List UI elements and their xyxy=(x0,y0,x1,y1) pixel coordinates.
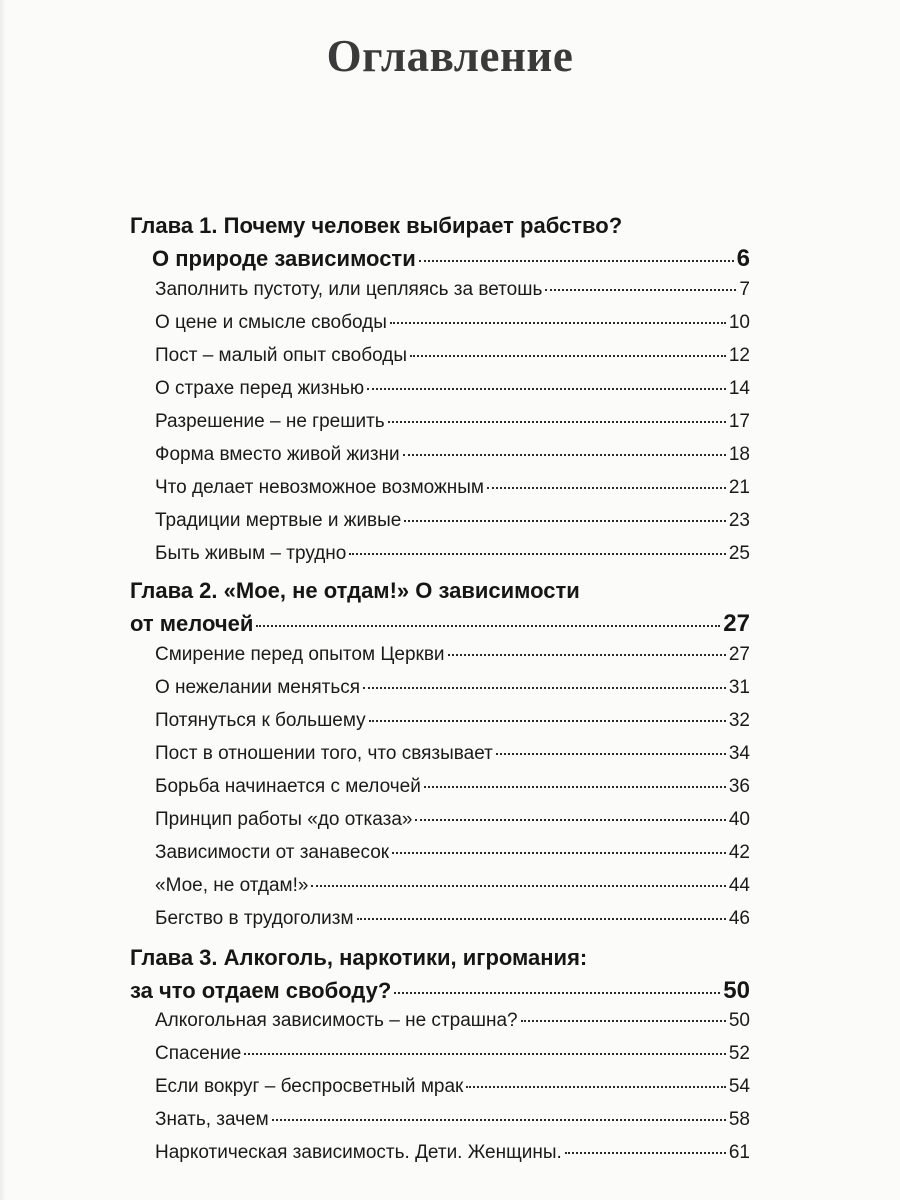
toc-entry-title: Наркотическая зависимость. Дети. Женщины. xyxy=(155,1142,562,1163)
toc-entry-page-number: 14 xyxy=(728,378,750,399)
chapter-3-heading-line2[interactable] xyxy=(130,977,750,1005)
toc-entry-page-number: 7 xyxy=(739,279,750,300)
toc-entry[interactable] xyxy=(155,677,750,699)
toc-entry[interactable] xyxy=(155,1043,750,1065)
toc-entry[interactable] xyxy=(155,743,750,765)
chapter-1-heading: Глава 1. Почему человек выбирает рабство? xyxy=(130,213,623,238)
dot-leader xyxy=(424,786,726,788)
chapter-3-heading: Глава 3. Алкоголь, наркотики, игромания: xyxy=(130,945,588,970)
toc-entry[interactable] xyxy=(155,1076,750,1098)
toc-entry-page-number: 40 xyxy=(728,809,750,830)
toc-entry-title: Заполнить пустоту, или цепляясь за ветошь xyxy=(155,279,543,300)
toc-entry-title: Бегство в трудоголизм xyxy=(155,908,354,929)
dot-leader xyxy=(390,322,726,324)
dot-leader xyxy=(419,260,734,262)
dot-leader xyxy=(410,355,726,357)
dot-leader xyxy=(521,1020,726,1022)
toc-entry-page-number: 46 xyxy=(728,908,750,929)
toc-entry[interactable] xyxy=(155,345,750,367)
toc-entry[interactable] xyxy=(155,842,750,864)
toc-entry-title: Принцип работы «до отказа» xyxy=(155,809,413,830)
toc-entry[interactable] xyxy=(155,1010,750,1032)
toc-entry[interactable] xyxy=(155,809,750,831)
dot-leader xyxy=(392,852,726,854)
toc-entry[interactable] xyxy=(155,411,750,433)
dot-leader xyxy=(388,421,726,423)
chapter-2-heading-line2[interactable] xyxy=(130,610,750,638)
toc-entry-page-number: 10 xyxy=(728,312,750,333)
dot-leader xyxy=(496,753,726,755)
toc-entry-page-number: 23 xyxy=(728,510,750,531)
toc-entry-title: Борьба начинается с мелочей xyxy=(155,776,421,797)
toc-entry-title: Зависимости от занавесок xyxy=(155,842,390,863)
toc-entry[interactable] xyxy=(155,444,750,466)
dot-leader xyxy=(256,625,720,627)
toc-entry-title: Что делает невозможное возможным xyxy=(155,477,484,498)
toc-entry[interactable] xyxy=(155,279,750,301)
dot-leader xyxy=(357,918,726,920)
toc-entry-title: Пост в отношении того, что связывает xyxy=(155,743,493,764)
chapter-2-page-number: 27 xyxy=(723,610,750,637)
dot-leader xyxy=(367,388,726,390)
dot-leader xyxy=(487,487,726,489)
dot-leader xyxy=(272,1119,726,1121)
dot-leader xyxy=(545,289,736,291)
chapter-2-heading: Глава 2. «Мое, не отдам!» О зависимости xyxy=(130,578,580,603)
toc-entry-page-number: 17 xyxy=(728,411,750,432)
toc-entry-page-number: 32 xyxy=(728,710,750,731)
toc-entry-title: Если вокруг – беспросветный мрак xyxy=(155,1076,464,1097)
toc-entry[interactable] xyxy=(155,908,750,930)
toc-entry-page-number: 52 xyxy=(728,1043,750,1064)
chapter-1-subtitle: О природе зависимости xyxy=(152,246,416,271)
toc-entry-title: Алкогольная зависимость – не страшна? xyxy=(155,1010,518,1031)
chapter-1-page-number: 6 xyxy=(736,245,750,272)
dot-leader xyxy=(415,819,725,821)
toc-entry-page-number: 31 xyxy=(728,677,750,698)
dot-leader xyxy=(403,454,726,456)
dot-leader xyxy=(404,520,725,522)
toc-entry-title: Смирение перед опытом Церкви xyxy=(155,644,445,665)
page-title: Оглавление xyxy=(326,31,574,81)
dot-leader xyxy=(448,654,726,656)
toc-entry[interactable] xyxy=(155,378,750,400)
toc-entry[interactable] xyxy=(155,776,750,798)
toc-entry-title: О цене и смысле свободы xyxy=(155,312,387,333)
toc-entry-page-number: 44 xyxy=(728,875,750,896)
toc-entry-page-number: 42 xyxy=(728,842,750,863)
dot-leader xyxy=(466,1086,726,1088)
toc-entry-title: О нежелании меняться xyxy=(155,677,361,698)
toc-entry-page-number: 54 xyxy=(728,1076,750,1097)
dot-leader xyxy=(565,1152,726,1154)
dot-leader xyxy=(369,720,726,722)
toc-entry[interactable] xyxy=(155,312,750,334)
toc-entry-title: Быть живым – трудно xyxy=(155,543,347,564)
dot-leader xyxy=(311,885,725,887)
toc-entry[interactable] xyxy=(155,1142,750,1164)
toc-entry-title: Форма вместо живой жизни xyxy=(155,444,400,465)
toc-entry-page-number: 21 xyxy=(728,477,750,498)
toc-entry-title: О страхе перед жизнью xyxy=(155,378,365,399)
toc-entry[interactable] xyxy=(155,644,750,666)
toc-entry-page-number: 12 xyxy=(728,345,750,366)
toc-entry[interactable] xyxy=(155,510,750,532)
chapter-3-subtitle: за что отдаем свободу? xyxy=(130,978,392,1003)
toc-entry-page-number: 36 xyxy=(728,776,750,797)
toc-entry[interactable] xyxy=(155,1109,750,1131)
dot-leader xyxy=(363,687,726,689)
dot-leader xyxy=(394,992,720,994)
toc-entry-page-number: 34 xyxy=(728,743,750,764)
chapter-3-page-number: 50 xyxy=(723,977,750,1004)
dot-leader xyxy=(349,553,726,555)
toc-entry-title: Традиции мертвые и живые xyxy=(155,510,402,531)
toc-entry-page-number: 61 xyxy=(728,1142,750,1163)
toc-entry-page-number: 58 xyxy=(728,1109,750,1130)
toc-entry-title: Пост – малый опыт свободы xyxy=(155,345,408,366)
toc-entry-title: Спасение xyxy=(155,1043,242,1064)
toc-entry[interactable] xyxy=(155,875,750,897)
toc-entry-page-number: 50 xyxy=(728,1010,750,1031)
toc-entry-page-number: 25 xyxy=(728,543,750,564)
toc-entry-page-number: 18 xyxy=(728,444,750,465)
toc-entry-title: «Мое, не отдам!» xyxy=(155,875,309,896)
toc-entry-title: Знать, зачем xyxy=(155,1109,269,1130)
chapter-2-subtitle: от мелочей xyxy=(130,611,254,636)
toc-entry-title: Потянуться к большему xyxy=(155,710,366,731)
toc-entry-title: Разрешение – не грешить xyxy=(155,411,385,432)
toc-entry[interactable] xyxy=(155,477,750,499)
toc-entry[interactable] xyxy=(155,710,750,732)
chapter-1-heading-line2[interactable] xyxy=(152,245,750,273)
toc-entry[interactable] xyxy=(155,543,750,565)
toc-entry-page-number: 27 xyxy=(728,644,750,665)
dot-leader xyxy=(244,1053,726,1055)
